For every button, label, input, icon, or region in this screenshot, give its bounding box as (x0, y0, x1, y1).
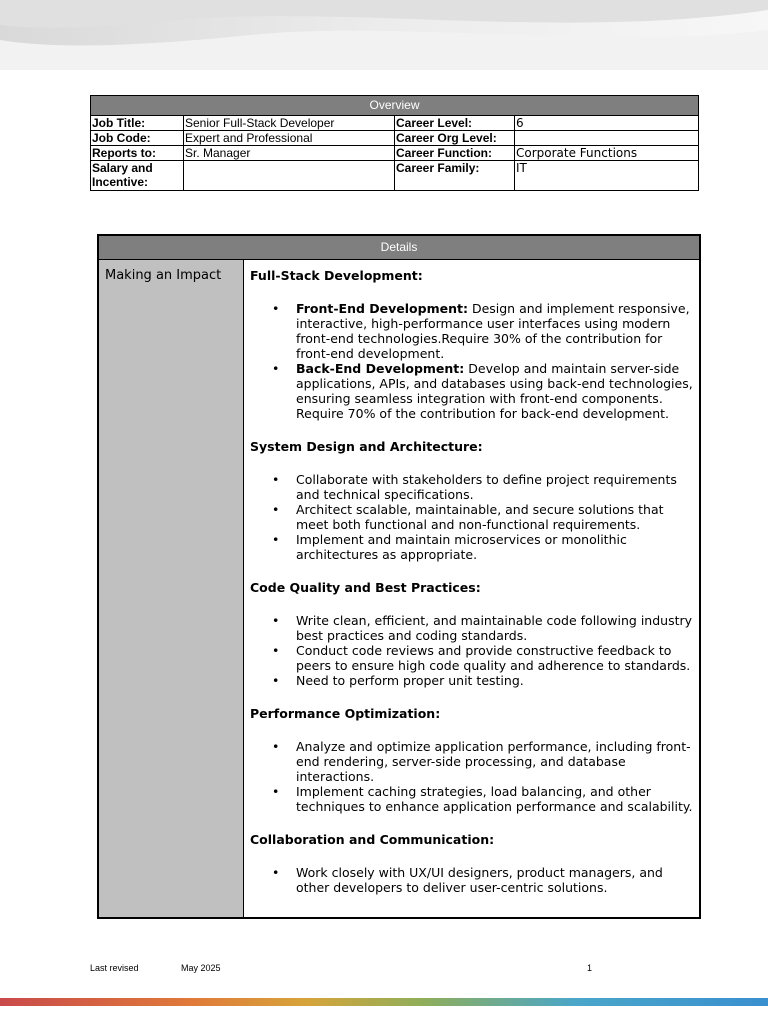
details-section (250, 439, 693, 562)
career-family-value: IT (515, 161, 699, 191)
career-level-value: 6 (515, 116, 699, 131)
bullet-item-text: Write clean, efficient, and maintainable code following industry best practices and coding standards. (296, 613, 693, 643)
bullet-item-text: Need to perform proper unit testing. (296, 673, 524, 688)
bullet-item (272, 673, 693, 688)
career-level-label: Career Level: (395, 116, 515, 131)
bullet-list (272, 472, 693, 562)
job-code-value: Expert and Professional (184, 131, 395, 146)
overview-row (91, 161, 699, 191)
bullet-list (272, 865, 693, 895)
section-title: System Design and Architecture: (250, 439, 483, 454)
bullet-list (272, 739, 693, 814)
bullet-item (272, 502, 693, 532)
details-category-cell (99, 260, 244, 917)
bullet-item-heading: Front-End Development: (296, 301, 468, 316)
section-title: Collaboration and Communication: (250, 832, 495, 847)
bullet-item-text: Develop and maintain server-side applications, APIs, and databases using back-end technologies, ensuring seamless integration with front-end components. Require 70% of the contribution for back-end development. (296, 361, 693, 421)
job-code-label: Job Code: (91, 131, 184, 146)
bullet-list (272, 613, 693, 688)
last-revised-label: Last revised (90, 963, 139, 973)
details-section (250, 832, 693, 895)
bullet-item (272, 361, 693, 421)
last-revised-date: May 2025 (181, 963, 221, 973)
bullet-item (272, 784, 693, 814)
bullet-item (272, 613, 693, 643)
overview-row (91, 116, 699, 131)
bullet-item-text: Analyze and optimize application performance, including front-end rendering, server-side processing, and database interactions. (296, 739, 691, 784)
overview-row (91, 146, 699, 161)
job-title-label: Job Title: (91, 116, 184, 131)
bullet-item (272, 301, 693, 361)
bullet-item-text: Collaborate with stakeholders to define project requirements and technical specifications. (296, 472, 677, 502)
bullet-item (272, 739, 693, 784)
overview-row (91, 131, 699, 146)
bullet-item (272, 643, 693, 673)
bullet-item-text: Design and implement responsive, interactive, high-performance user interfaces using modern front-end technologies.Require 30% of the contribution for front-end development. (296, 301, 690, 361)
career-org-level-value (515, 131, 699, 146)
details-section (250, 268, 693, 421)
bullet-item-text: Conduct code reviews and provide constructive feedback to peers to ensure high code quality and adherence to standards. (296, 643, 691, 673)
career-org-level-label: Career Org Level: (395, 131, 515, 146)
bullet-item-text: Work closely with UX/UI designers, product managers, and other developers to deliver user-centric solutions. (296, 865, 663, 895)
bullet-item-heading: Back-End Development: (296, 361, 465, 376)
job-title-value: Senior Full-Stack Developer (184, 116, 395, 131)
bullet-item (272, 865, 693, 895)
bullet-item-text: Implement and maintain microservices or monolithic architectures as appropriate. (296, 532, 627, 562)
bullet-list (272, 301, 693, 421)
details-section (250, 706, 693, 814)
salary-incentive-label: Salary and Incentive: (91, 161, 184, 191)
details-section (250, 580, 693, 688)
overview-table (90, 95, 699, 191)
header-swoosh-graphic (0, 0, 768, 70)
career-family-label: Career Family: (395, 161, 515, 191)
career-function-label: Career Function: (395, 146, 515, 161)
bullet-item (272, 472, 693, 502)
bullet-item (272, 532, 693, 562)
reports-to-value: Sr. Manager (184, 146, 395, 161)
details-heading: Details (99, 236, 699, 260)
bullet-item-text: Architect scalable, maintainable, and secure solutions that meet both functional and non-functional requirements. (296, 502, 664, 532)
details-table (97, 234, 701, 919)
reports-to-label: Reports to: (91, 146, 184, 161)
overview-heading: Overview (91, 96, 699, 116)
page-number: 1 (587, 963, 593, 973)
section-title: Full-Stack Development: (250, 268, 423, 283)
footer-color-bar (0, 998, 768, 1006)
section-title: Code Quality and Best Practices: (250, 580, 481, 595)
details-content (244, 260, 699, 917)
salary-incentive-value (184, 161, 395, 191)
career-function-value: Corporate Functions (515, 146, 699, 161)
category-label: Making an Impact (105, 268, 222, 283)
bullet-item-text: Implement caching strategies, load balancing, and other techniques to enhance application performance and scalability. (296, 784, 693, 814)
section-title: Performance Optimization: (250, 706, 441, 721)
